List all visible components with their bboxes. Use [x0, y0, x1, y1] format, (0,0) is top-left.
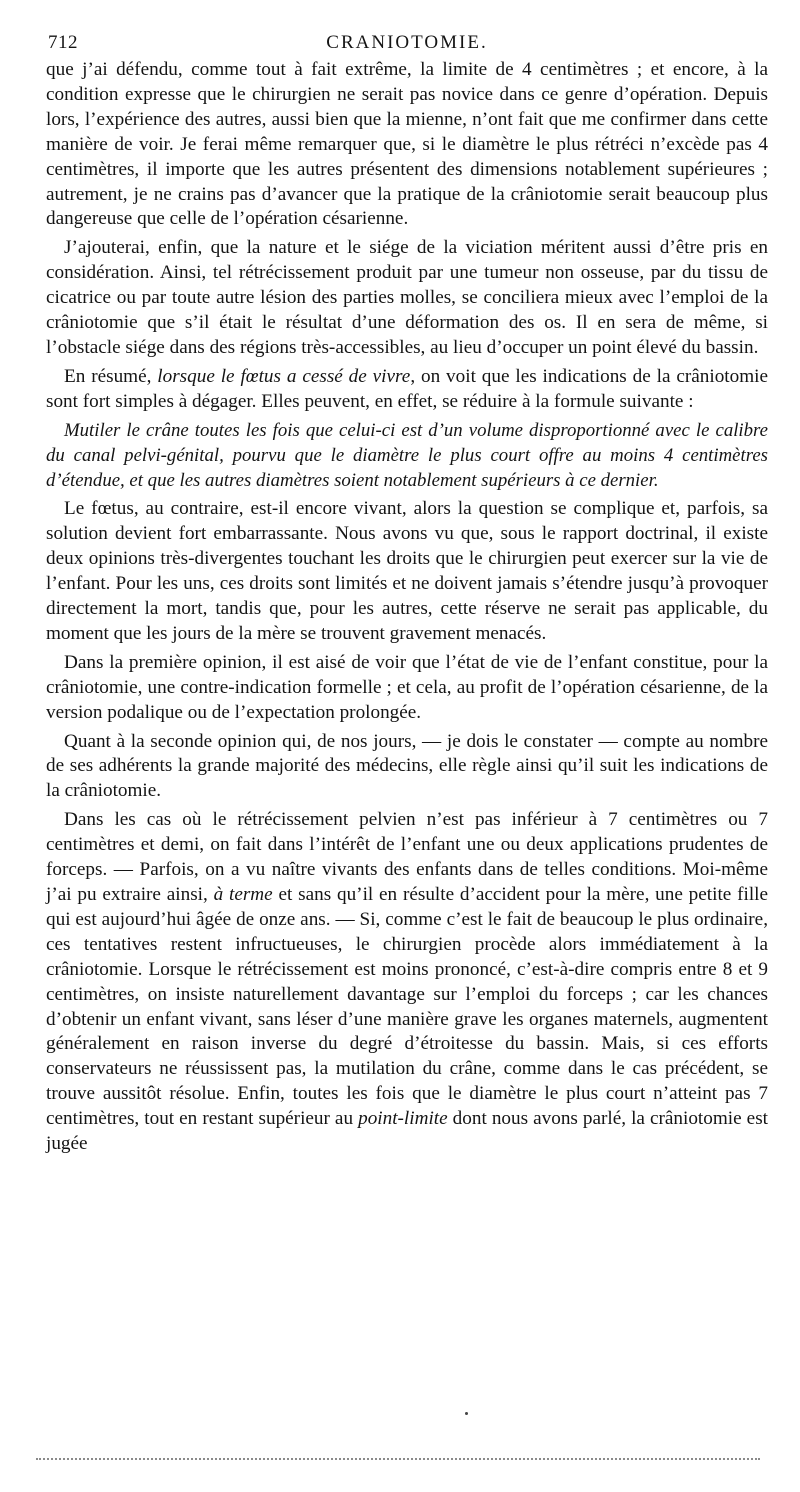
italic-phrase: à terme — [213, 884, 273, 905]
paragraph — [46, 365, 768, 415]
running-header — [46, 28, 768, 58]
text-run: et sans qu’il en résulte d’accident pour la mère, une petite fille qui est aujourd’hui âgée de onze ans. — Si, comme c’est le fait de beaucoup le plus ordinaire, ces tentatives restent infructueuses, le chirurgien procède alors immédiatement à la crâniotomie. Lorsque le rétrécissement est moins prononcé, c’est-à-dire compris entre 8 et 9 centimètres, on insiste naturellement davantage sur l’emploi du forceps ; car les chances d’obtenir un enfant vivant, sans léser d’une manière grave les organes maternels, augmentent généralement en raison inverse du degré d’étroitesse du bassin. Mais, si ces efforts conservateurs ne réussissent pas, la mutilation du crâne, comme dans le cas précédent, se trouve aussitôt résolue. Enfin, toutes les fois que le diamètre le plus court n’atteint pas 7 centimètres, tout en restant supérieur au — [46, 884, 769, 1130]
text-run: que j’ai défendu, comme tout à fait extrême, la limite de 4 centimètres ; et encore, à la condition expresse que le chirurgien ne serait pas novice dans ce genre d’opération. Depuis lors, l’expérience des autres, aussi bien que la mienne, n’ont fait que me confirmer dans cette manière de voir. Je ferai même remarquer que, si le diamètre le plus rétréci n’excède pas 4 centimètres, il importe que les autres présentent des dimensions notablement supérieures ; autrement, je ne crains pas d’avancer que la pratique de la crâniotomie serait beaucoup plus dangereuse que celle de l’opération césarienne. — [46, 59, 768, 230]
text-run: Dans les cas où le rétrécissement pelvien n’est pas inférieur à 7 centimètres ou 7 centimètres et demi, on fait dans l’intérêt de l’enfant une ou deux applications prudentes de forceps. — Parfois, on a vu naître vivants des enfants dans de telles conditions. Moi-même j’ai pu extraire ainsi, — [46, 809, 768, 905]
body-text — [46, 58, 768, 1157]
running-title: CRANIOTOMIE. — [326, 32, 488, 53]
page-number: 712 — [48, 32, 78, 53]
maxim-paragraph — [46, 419, 768, 494]
text-run: Le fœtus, au contraire, est-il encore vivant, alors la question se complique et, parfois, sa solution devient fort embarrassante. Nous avons vu que, sous le rapport doctrinal, il existe deux opinions très-divergentes touchant les droits que le chirurgien peut exercer sur la vie de l’enfant. Pour les uns, ces droits sont limités et ne doivent jamais s’étendre jusqu’à provoquer directement la mort, tandis que, pour les autres, cette réserve ne serait pas applicable, du moment que les jours de la mère se trouvent gravement menacés. — [46, 498, 768, 644]
paragraph — [46, 651, 768, 726]
paragraph — [46, 730, 768, 805]
paragraph — [46, 497, 768, 646]
text-run: Dans la première opinion, il est aisé de voir que l’état de vie de l’enfant constitue, pour la crâniotomie, une contre-indication formelle ; et cela, au profit de l’opération césarienne, de la version podalique ou de l’expectation prolongée. — [46, 651, 768, 723]
text-run: En résumé, — [64, 365, 158, 387]
text-run: Mutiler le crâne toutes les fois que celui-ci est d’un volume disproportionné avec le calibre du canal pelvi-génital, pourvu que le diamètre le plus court offre au moins 4 centimètres d’étendue, et que les autres diamètres soient notablement supérieurs à ce dernier. — [46, 419, 768, 491]
italic-phrase: point-limite — [358, 1108, 448, 1130]
book-page — [46, 28, 768, 1161]
text-run: Quant à la seconde opinion qui, de nos jours, — je dois le constater — compte au nombre de ses adhérents la grande majorité des médecins, elle règle ainsi qu’il suit les indications de la crâniotomie. — [46, 730, 768, 802]
paragraph — [46, 58, 768, 232]
italic-phrase: lorsque le fœtus a cessé de vivre — [157, 365, 411, 387]
paragraph — [46, 236, 768, 361]
text-run: J’ajouterai, enfin, que la nature et le siége de la viciation méritent aussi d’être pris en considération. Ainsi, tel rétrécissement produit par une tumeur non osseuse, par du tissu de cicatrice ou par toute autre lésion des parties molles, se conciliera mieux avec l’emploi de la crâniotomie que s’il était le résultat d’une déformation des os. Il en sera de même, si l’obstacle siége dans des régions très-accessibles, au lieu d’occuper un point élevé du bassin. — [46, 237, 768, 358]
paragraph — [46, 808, 768, 1157]
text-run: dont nous avons parlé, la crâniotomie est jugée — [46, 1108, 768, 1155]
bottom-dotted-rule — [36, 1458, 760, 1460]
print-speck — [465, 1412, 468, 1415]
text-run: , on voit que les indications de la crâniotomie sont fort simples à dégager. Elles peuvent, en effet, se réduire à la formule suivante : — [46, 365, 768, 412]
